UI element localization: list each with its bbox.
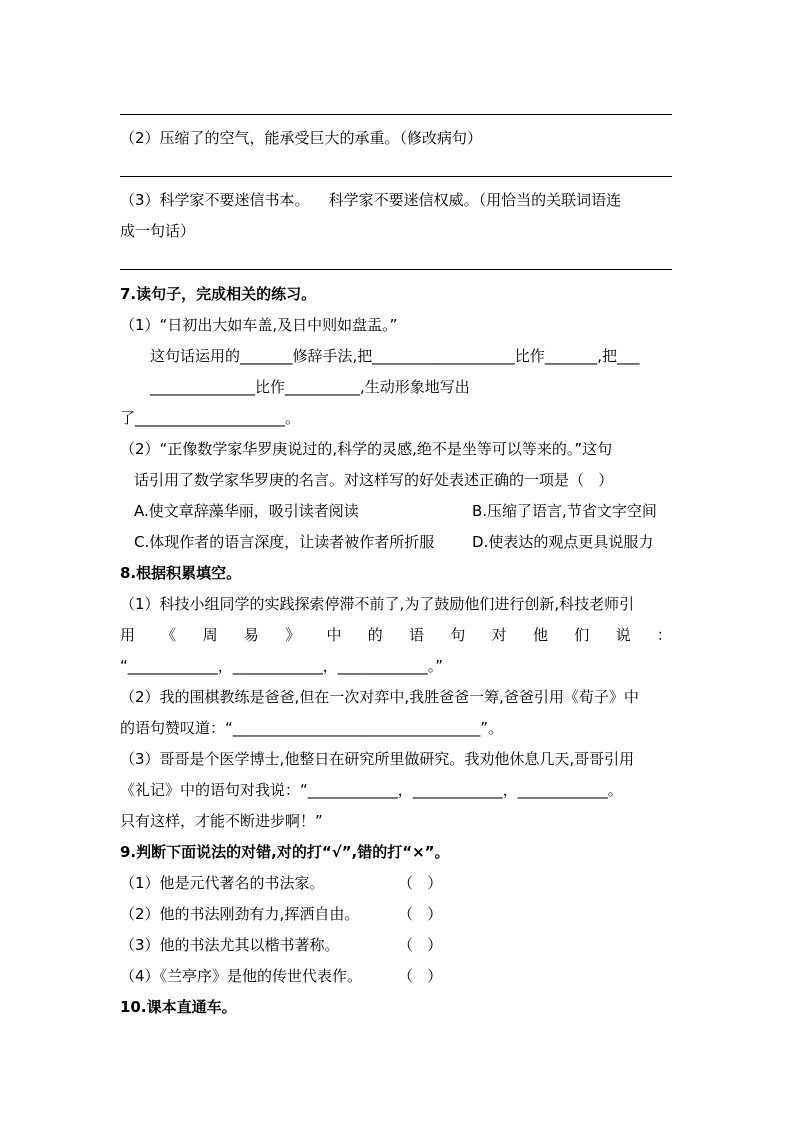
q8-char: 句 — [450, 626, 466, 644]
q8-title: 8.根据积累填空。 — [120, 564, 242, 582]
q9-item-text: （2）他的书法刚劲有力,挥洒自由。 — [120, 905, 360, 923]
q8-char: 说 — [615, 626, 631, 644]
q6-item-2: （2）压缩了的空气，能承受巨大的承重。（修改病句） — [120, 129, 483, 147]
q8-item-3-line1: （3）哥哥是个医学博士,他整日在研究所里做研究。我劝他休息几天,哥哥引用 — [120, 750, 635, 768]
q8-item-1-line2 — [120, 625, 672, 645]
q7-option-d: D.使表达的观点更具说服力 — [472, 533, 654, 551]
q7-item-2-line1: （2）“正像数学家华罗庚说过的,科学的灵感,绝不是坐等可以等来的。”这句 — [120, 440, 613, 458]
q9-item-paren: （ ） — [398, 874, 443, 892]
q6-item-3-line2: 成一句话） — [120, 222, 196, 240]
answer-line-q6-2 — [120, 176, 672, 177]
q6-item-3-line1: （3）科学家不要迷信书本。 科学家不要迷信权威。（用恰当的关联词语连 — [120, 191, 622, 209]
q8-char: 《 — [161, 626, 177, 644]
q7-option-c: C.体现作者的语言深度，让读者被作者所折服 — [134, 533, 435, 551]
q9-item-paren: （ ） — [398, 967, 443, 985]
q8-item-2-line1: （2）我的围棋教练是爸爸,但在一次对弈中,我胜爸爸一筹,爸爸引用《荀子》中 — [120, 688, 639, 706]
q8-char: 的 — [367, 626, 383, 644]
q8-item-3-line2: 《礼记》中的语句对我说：“____________，____________，____________。 — [120, 781, 623, 799]
q8-item-1-line3: “____________，____________，____________。” — [120, 657, 444, 675]
q8-char: ： — [656, 626, 672, 644]
q9-item-text: （3）他的书法尤其以楷书著称。 — [120, 936, 340, 954]
q10-title: 10.课本直通车。 — [120, 998, 237, 1016]
q8-char: 易 — [243, 626, 259, 644]
q9-item-text: （4）《兰亭序》是他的传世代表作。 — [120, 967, 363, 985]
q9-title: 9.判断下面说法的对错,对的打“√”,错的打“×”。 — [120, 843, 450, 861]
q8-char: 用 — [120, 626, 136, 644]
q9-item-text: （1）他是元代著名的书法家。 — [120, 874, 325, 892]
q8-char: 他 — [532, 626, 548, 644]
q8-item-3-line3: 只有这样，才能不断进步啊！” — [120, 812, 323, 830]
q7-item-1-fill-line1: 这句话运用的_______修辞手法,把___________________比作_______,把___ — [150, 347, 640, 365]
q9-item-paren: （ ） — [398, 905, 443, 923]
q7-option-b: B.压缩了语言,节省文字空间 — [472, 502, 657, 520]
q8-char: 们 — [574, 626, 590, 644]
q8-char: 周 — [202, 626, 218, 644]
q8-item-2-line2: 的语句赞叹道：“_________________________________”。 — [120, 719, 504, 737]
q8-item-1-line1: （1）科技小组同学的实践探索停滞不前了,为了鼓励他们进行创新,科技老师引 — [120, 595, 635, 613]
q8-char: 》 — [285, 626, 301, 644]
q7-item-1: （1）“日初出大如车盖,及日中则如盘盂。” — [120, 316, 398, 334]
q7-item-1-fill-line2: ______________比作__________,生动形象地写出 — [150, 378, 470, 396]
answer-line-q6-3 — [120, 269, 672, 270]
q7-item-2-line2: 话引用了数学家华罗庚的名言。对这样写的好处表述正确的一项是（ ） — [134, 471, 614, 489]
q8-char: 语 — [409, 626, 425, 644]
q7-title: 7.读句子，完成相关的练习。 — [120, 285, 317, 303]
q7-item-1-fill-line3: 了____________________。 — [120, 409, 301, 427]
q8-char: 中 — [326, 626, 342, 644]
answer-line-top — [120, 114, 672, 115]
q9-item-paren: （ ） — [398, 936, 443, 954]
q8-char: 对 — [491, 626, 507, 644]
q7-option-a: A.使文章辞藻华丽，吸引读者阅读 — [134, 502, 359, 520]
